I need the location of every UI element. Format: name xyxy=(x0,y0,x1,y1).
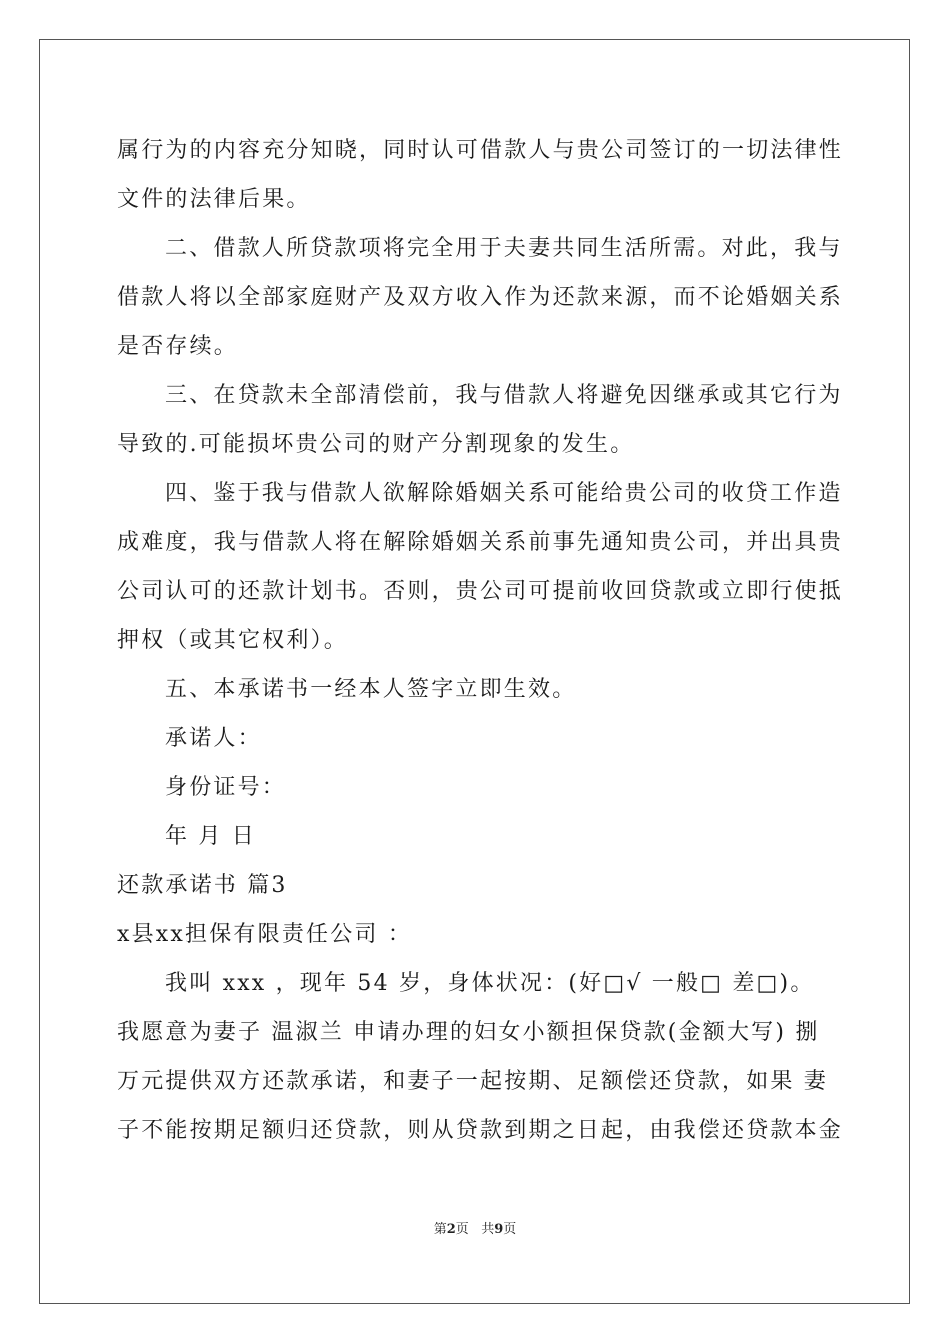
text-line: 成难度，我与借款人将在解除婚姻关系前事先通知贵公司，并出具贵 xyxy=(117,530,844,555)
page-label-prefix: 第 xyxy=(433,1222,447,1237)
clause-three: 三、在贷款未全部清偿前，我与借款人将避免因继承或其它行为 xyxy=(165,383,843,408)
text-line: 我愿意为妻子 温淑兰 申请办理的妇女小额担保贷款(金额大写) 捌 xyxy=(117,1020,820,1045)
page-label-suffix: 页 xyxy=(455,1222,469,1237)
id-number-label: 身份证号： xyxy=(165,775,287,800)
clause-two: 二、借款人所贷款项将完全用于夫妻共同生活所需。对此，我与 xyxy=(165,236,843,261)
text-line: 押权（或其它权利）。 xyxy=(117,628,349,653)
text-line: 借款人将以全部家庭财产及双方收入作为还款来源，而不论婚姻关系 xyxy=(117,285,844,310)
text-line: 导致的.可能损坏贵公司的财产分割现象的发生。 xyxy=(117,432,635,457)
text-line: 属行为的内容充分知晓，同时认可借款人与贵公司签订的一切法律性 xyxy=(117,138,844,163)
paragraph-start: 我叫 xxx ，现年 54 岁，身体状况：(好□√ 一般□ 差□)。 xyxy=(165,971,815,996)
page-footer xyxy=(0,1218,950,1237)
total-pages: 9 xyxy=(494,1222,504,1237)
text-line: 子不能按期足额归还贷款，则从贷款到期之日起，由我偿还贷款本金 xyxy=(117,1118,844,1143)
signer-label: 承诺人： xyxy=(165,726,262,751)
page-number: 2 xyxy=(446,1222,456,1237)
clause-five: 五、本承诺书一经本人签字立即生效。 xyxy=(165,677,577,702)
text-line: 万元提供双方还款承诺，和妻子一起按期、足额偿还贷款，如果 妻 xyxy=(117,1069,828,1094)
addressee: x县xx担保有限责任公司 ： xyxy=(117,922,413,947)
section-heading: 还款承诺书 篇3 xyxy=(117,873,288,898)
total-label-prefix: 共 xyxy=(481,1222,495,1237)
total-label-suffix: 页 xyxy=(503,1222,517,1237)
document-body xyxy=(117,126,844,1155)
clause-four: 四、鉴于我与借款人欲解除婚姻关系可能给贵公司的收贷工作造 xyxy=(165,481,843,506)
date-label: 年 月 日 xyxy=(165,824,256,849)
text-line: 文件的法律后果。 xyxy=(117,187,311,212)
text-line: 公司认可的还款计划书。否则，贵公司可提前收回贷款或立即行使抵 xyxy=(117,579,844,604)
text-line: 是否存续。 xyxy=(117,334,239,359)
